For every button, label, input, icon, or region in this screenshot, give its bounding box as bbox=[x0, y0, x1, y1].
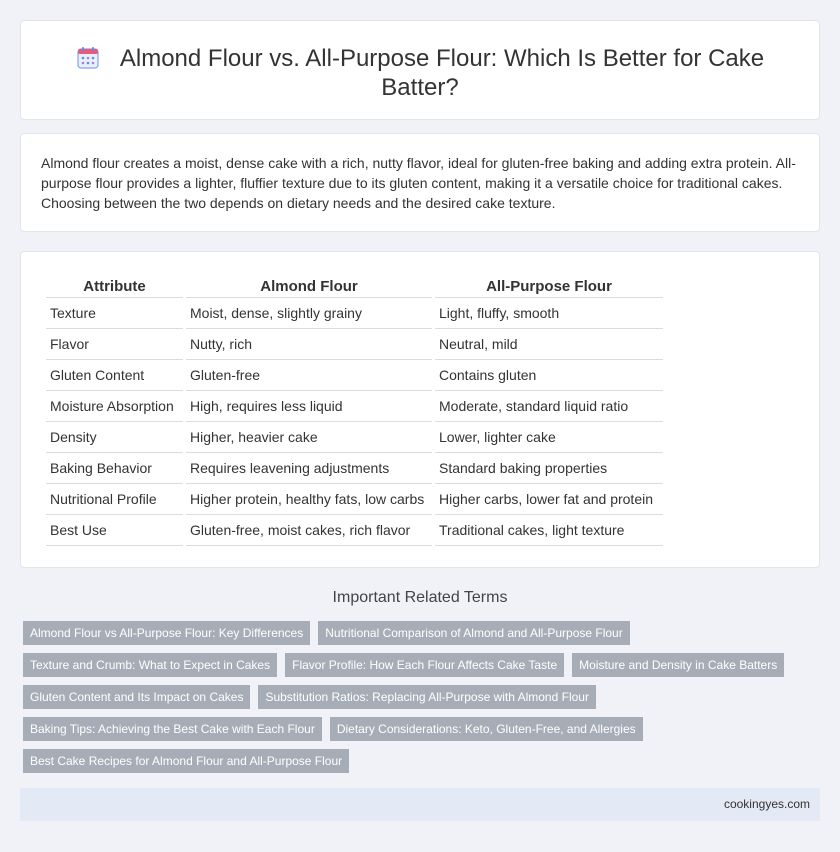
table-cell: Gluten-free bbox=[186, 360, 432, 391]
table-row bbox=[46, 298, 663, 329]
table-cell: Higher carbs, lower fat and protein bbox=[435, 484, 663, 515]
table-row bbox=[46, 484, 663, 515]
table-header-row bbox=[46, 276, 663, 298]
table-cell: Lower, lighter cake bbox=[435, 422, 663, 453]
table-cell: Neutral, mild bbox=[435, 329, 663, 360]
related-term-tag[interactable]: Texture and Crumb: What to Expect in Cakes bbox=[23, 653, 277, 677]
header-almond-flour: Almond Flour bbox=[186, 276, 432, 298]
intro-card bbox=[20, 133, 820, 232]
table-cell: Best Use bbox=[46, 515, 183, 546]
table-row bbox=[46, 515, 663, 546]
table-cell: Traditional cakes, light texture bbox=[435, 515, 663, 546]
table-cell: High, requires less liquid bbox=[186, 391, 432, 422]
table-cell: Moderate, standard liquid ratio bbox=[435, 391, 663, 422]
related-term-tag[interactable]: Dietary Considerations: Keto, Gluten-Free, and Allergies bbox=[330, 717, 643, 741]
related-term-tag[interactable]: Flavor Profile: How Each Flour Affects Cake Taste bbox=[285, 653, 564, 677]
related-term-tag[interactable]: Baking Tips: Achieving the Best Cake with Each Flour bbox=[23, 717, 322, 741]
table-cell: Moisture Absorption bbox=[46, 391, 183, 422]
comparison-table bbox=[43, 276, 666, 546]
related-terms-heading: Important Related Terms bbox=[332, 589, 508, 606]
table-cell: Nutty, rich bbox=[186, 329, 432, 360]
page-title-text: Almond Flour vs. All-Purpose Flour: Which Is Better for Cake Batter? bbox=[119, 45, 765, 101]
table-cell: Standard baking properties bbox=[435, 453, 663, 484]
related-term-tag[interactable]: Almond Flour vs All-Purpose Flour: Key Differences bbox=[23, 621, 310, 645]
table-cell: Gluten-free, moist cakes, rich flavor bbox=[186, 515, 432, 546]
table-cell: Moist, dense, slightly grainy bbox=[186, 298, 432, 329]
footer-bar bbox=[20, 788, 820, 821]
table-cell: Light, fluffy, smooth bbox=[435, 298, 663, 329]
title-card bbox=[20, 20, 820, 120]
table-row bbox=[46, 422, 663, 453]
page-title bbox=[61, 44, 779, 102]
table-row bbox=[46, 329, 663, 360]
table-row bbox=[46, 391, 663, 422]
table-cell: Contains gluten bbox=[435, 360, 663, 391]
table-cell: Nutritional Profile bbox=[46, 484, 183, 515]
related-term-tag[interactable]: Best Cake Recipes for Almond Flour and All-Purpose Flour bbox=[23, 749, 349, 773]
table-row bbox=[46, 453, 663, 484]
calendar-icon bbox=[76, 46, 100, 70]
table-row bbox=[46, 360, 663, 391]
table-cell: Higher, heavier cake bbox=[186, 422, 432, 453]
header-all-purpose-flour: All-Purpose Flour bbox=[435, 276, 663, 298]
related-term-tag[interactable]: Moisture and Density in Cake Batters bbox=[572, 653, 784, 677]
table-cell: Density bbox=[46, 422, 183, 453]
table-cell: Requires leavening adjustments bbox=[186, 453, 432, 484]
intro-paragraph: Almond flour creates a moist, dense cake with a rich, nutty flavor, ideal for gluten-free baking and adding extra protein. All-purpose flour provides a lighter, fluffier texture due to its gluten content, making it a versatile choice for traditional cakes. Choosing between the two depends on dietary needs and the desired cake texture. bbox=[41, 155, 796, 211]
related-terms-list bbox=[23, 621, 813, 773]
table-cell: Texture bbox=[46, 298, 183, 329]
footer-site-link[interactable]: cookingyes.com bbox=[723, 797, 810, 811]
header-attribute: Attribute bbox=[46, 276, 183, 298]
related-term-tag[interactable]: Nutritional Comparison of Almond and All-Purpose Flour bbox=[318, 621, 629, 645]
related-term-tag[interactable]: Gluten Content and Its Impact on Cakes bbox=[23, 685, 250, 709]
table-cell: Flavor bbox=[46, 329, 183, 360]
table-cell: Baking Behavior bbox=[46, 453, 183, 484]
table-cell: Gluten Content bbox=[46, 360, 183, 391]
table-cell: Higher protein, healthy fats, low carbs bbox=[186, 484, 432, 515]
related-term-tag[interactable]: Substitution Ratios: Replacing All-Purpose with Almond Flour bbox=[258, 685, 596, 709]
comparison-card bbox=[20, 251, 820, 568]
